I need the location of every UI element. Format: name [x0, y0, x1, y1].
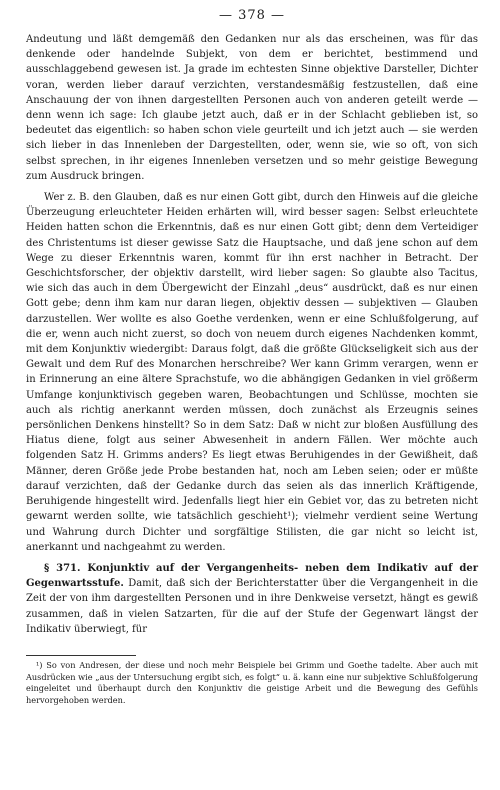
- section-heading: § 371. Konjunktiv auf der Vergangenheits- neben dem Indikativ auf der Gegenwartsstufe.: [26, 562, 478, 590]
- paragraph-2: Wer z. B. den Glauben, daß es nur einen Gott gibt, durch den Hinweis auf die gleiche Überzeugung erleuchteter Heiden erhärten will, wird besser sagen: Selbst erleuchtete Heiden hatten schon die Erkenntnis, daß es nur einen Gott gibt; denn dem Verteidiger des Christentums ist dieser gewisse Satz die Hauptsache, und daß jene schon auf dem Wege zu dieser Erkenntnis waren, kommt für ihn erst nachher in Betracht. Der Geschichtsforscher, der objektiv darstellt, wird lieber sagen: So glaubte also Tacitus, wie sich das auch in dem Übergewicht der Einzahl „deus“ ausdrückt, daß es nur einen Gott gebe; denn ihm kam nur daran liegen, objektiv dessen — subjektiven — Glauben darzustellen. Wer wollte es also Goethe verdenken, wenn er eine Schlußfolgerung, auf die er, wenn auch nicht zuerst, so doch von neuem durch eigenes Nachdenken kommt, mit dem Konjunktiv wiedergibt: Daraus folgt, daß die größte Glückseligkeit sich aus der Gewalt und dem Ruf des Monarchen herschreibe? Wer kann Grimm verargen, wenn er in Erinnerung an eine ältere Sprachstufe, wo die abhängigen Gedanken in viel größerm Umfange konjunktivisch gegeben waren, Beobachtungen und Schlüsse, mochten sie auch als richtig anerkannt werden müssen, doch zunächst als Erzeugnis seines persönlichen Denkens hinstellt? So in dem Satz: Daß w nicht zur bloßen Ausfüllung des Hiatus diene, folgt aus seiner Abwesenheit in andern Fällen. Wer möchte auch folgenden Satz H. Grimms anders? Es liegt etwas Beruhigendes in der Gewißheit, daß Männer, deren Größe jede Probe bestanden hat, noch am Leben seien; oder er müßte darauf verzichten, daß der Gedanke durch das seien als das innerlich Kräftigende, Beruhigende hingestellt wird. Jedenfalls liegt hier ein Gebiet vor, das zu betreten nicht gewarnt werden sollte, wie tatsächlich geschieht¹); vielmehr verdient seine Wertung und Wahrung durch Dichter und sorgfältige Stilisten, die gar nicht so leicht ist, anerkannt und nachgeahmt zu werden.: [26, 192, 478, 553]
- paragraph-1: Andeutung und läßt demgemäß den Gedanken nur als das erscheinen, was für das denkende oder handelnde Subjekt, von dem er berichtet, bestimmend und ausschlaggebend gewesen ist. Ja grade im echtesten Sinne objektive Darsteller, Dichter voran, werden lieber darauf verzichten, verstandesmäßig festzustellen, daß eine Anschauung der von ihnen dargestellten Personen auch von anderen geteilt werde — denn wenn ich sage: Ich glaube jetzt auch, daß er in der Schlacht geblieben ist, so bedeutet das eigentlich: so haben schon viele geurteilt und ich jetzt auch — sie werden sich lieber in das Innenleben der Dargestellten, oder, wenn sie, wie so oft, von sich selbst sprechen, in ihr eigenes Innenleben versetzen und so mehr geistige Bewegung zum Ausdruck bringen.: [26, 34, 478, 182]
- book-page: [26, 6, 478, 706]
- footnote: ¹) So von Andresen, der diese und noch mehr Beispiele bei Grimm und Goethe tadelte. Aber auch mit Ausdrücken wie „aus der Untersuchung ergibt sich, es folgt“ u. ä. kann eine nur subjektive Schlußfolgerung eingeleitet und überhaupt durch den Konjunktiv die geistige Arbeit und die Bewegung des Gefühls hervorgehoben werden.: [26, 659, 478, 705]
- section-text: Damit, daß sich der Berichterstatter über die Vergangenheit in die Zeit der von ihm dargestellten Personen und in ihre Denkweise versetzt, hängt es gewiß zusammen, daß in vielen Satzarten, für die auf der Stufe der Gegenwart längst der Indikativ überwiegt, für: [26, 578, 479, 635]
- section-371: [26, 561, 478, 637]
- page-number: — 378 —: [218, 8, 286, 23]
- footnote-divider: [26, 655, 136, 656]
